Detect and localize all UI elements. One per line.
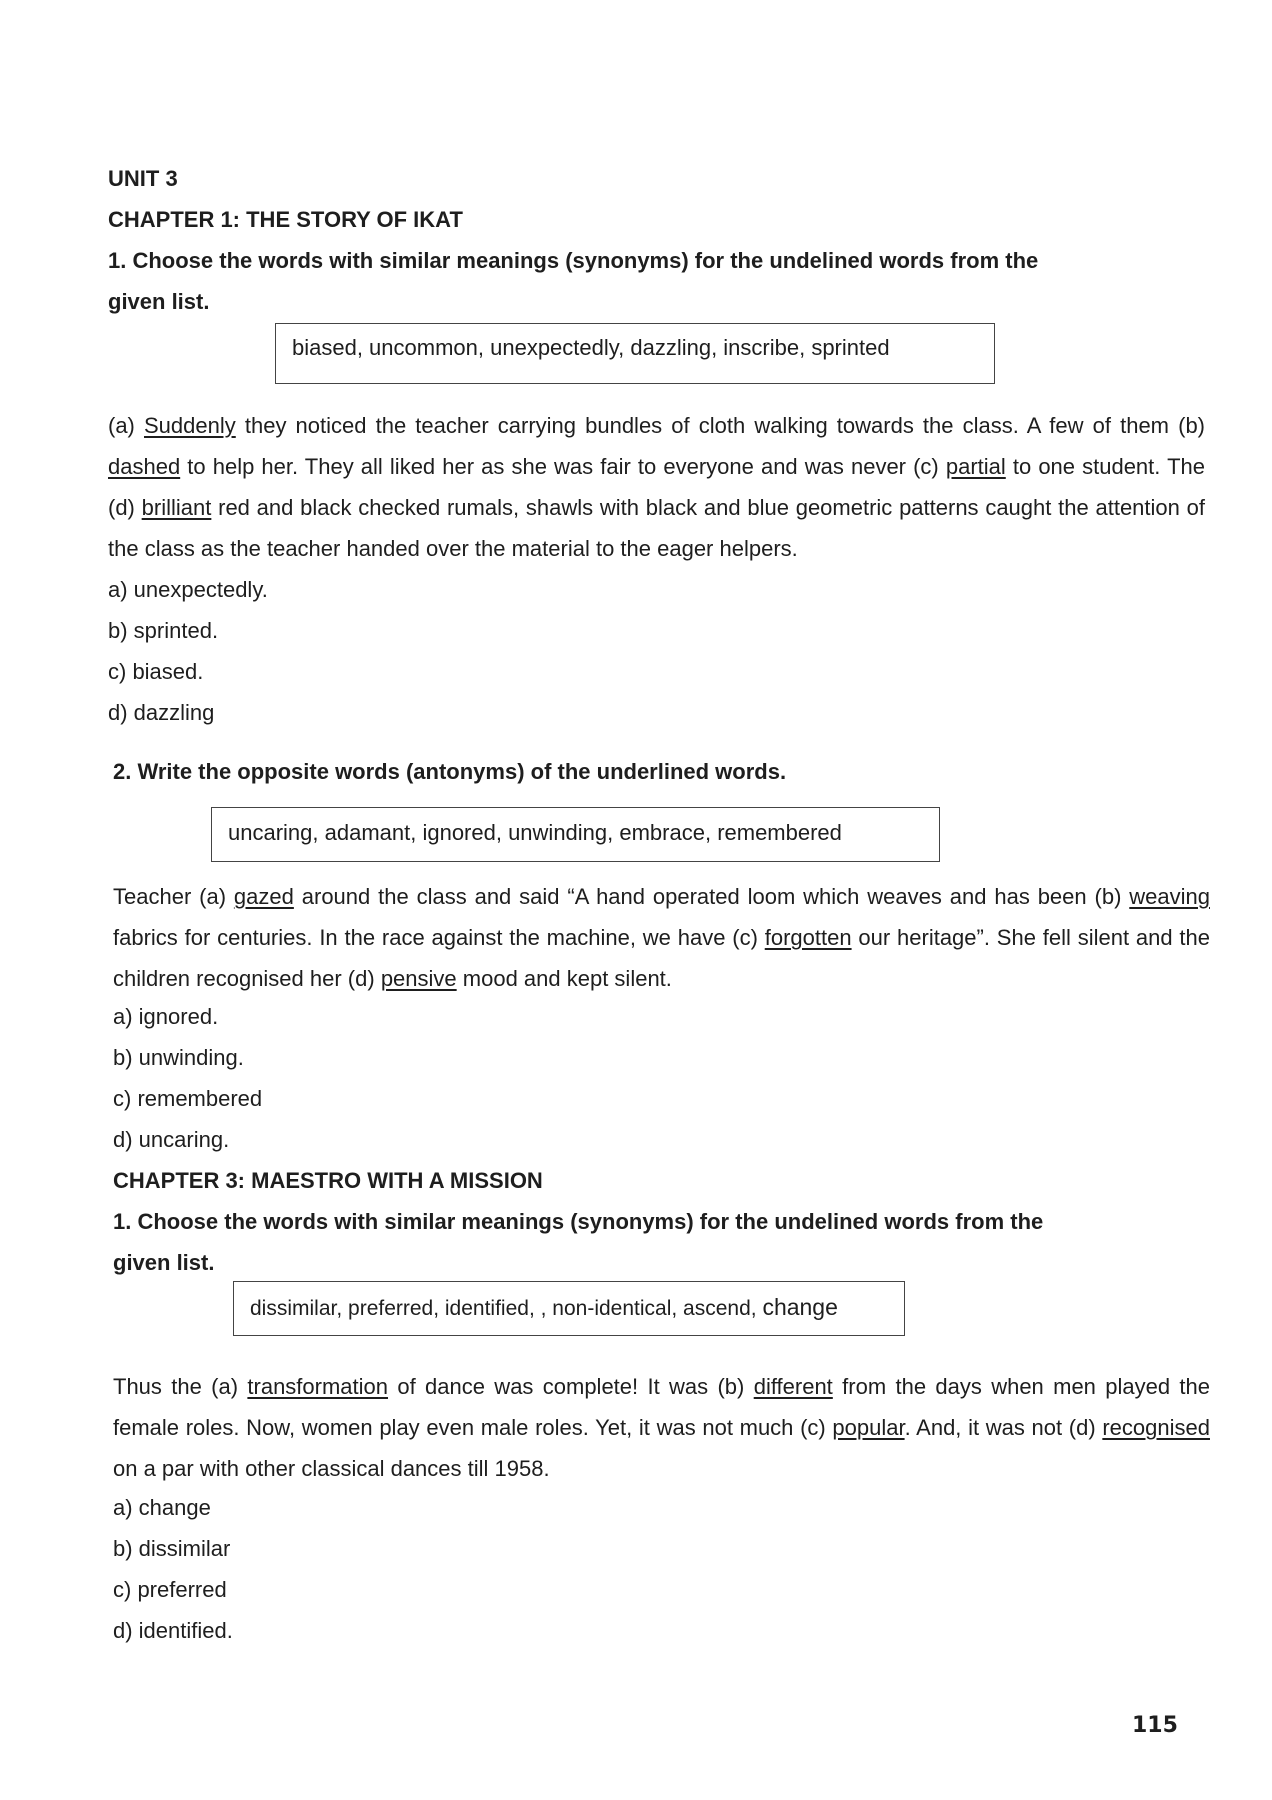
ch1-q2-passage [113, 876, 1210, 999]
chapter-3-title: CHAPTER 3: MAESTRO WITH A MISSION [113, 1168, 543, 1193]
ch3-q1-word-list: dissimilar, preferred, identified, , non-identical, ascend, [250, 1297, 763, 1320]
ch3-q1-answer-a: a) change [113, 1495, 211, 1520]
passage-text: our heritage”. She fell silent and the children recognised her (d) [113, 925, 1210, 991]
passage-text: fabrics for centuries. In the race against the machine, we have (c) [113, 925, 765, 950]
underlined-word: popular [832, 1415, 905, 1440]
ch3-q1-instruction-line1: 1. Choose the words with similar meanings (synonyms) for the undelined words from the [113, 1209, 1044, 1234]
passage-text: to help her. They all liked her as she was fair to everyone and was never (c) [180, 454, 946, 479]
ch3-q1-word-box [233, 1281, 905, 1336]
underlined-word: partial [945, 454, 1006, 479]
passage-text: Thus the (a) [113, 1374, 248, 1399]
passage-text: to one student. The (d) [108, 454, 1206, 520]
underlined-word: recognised [1102, 1415, 1210, 1440]
ch1-q2-answer-d: d) uncaring. [113, 1127, 230, 1152]
underlined-word: pensive [380, 966, 457, 991]
ch3-q1-answer-d: d) identified. [113, 1618, 233, 1643]
ch1-q2-instruction: 2. Write the opposite words (antonyms) of the underlined words. [113, 759, 787, 784]
ch3-q1-answer-c: c) preferred [113, 1577, 227, 1602]
passage-text: around the class and said “A hand operated loom which weaves and has been (b) [293, 884, 1130, 909]
ch3-q1-answer-b: b) dissimilar [113, 1536, 231, 1561]
ch1-q2-answer-b: b) unwinding. [113, 1045, 244, 1070]
ch1-q2-word-list: uncaring, adamant, ignored, unwinding, embrace, remembered [228, 820, 842, 845]
passage-text: they noticed the teacher carrying bundles of cloth walking towards the class. A few of them (b) [235, 413, 1206, 438]
underlined-word: different [753, 1374, 833, 1399]
underlined-word: dashed [108, 454, 181, 479]
ch1-q2-answer-c: c) remembered [113, 1086, 263, 1111]
ch3-q1-passage [113, 1366, 1210, 1489]
underlined-word: transformation [247, 1374, 389, 1399]
passage-text: of dance was complete! It was (b) [388, 1374, 754, 1399]
ch1-q1-word-box [275, 323, 995, 384]
ch1-q1-passage [108, 405, 1205, 569]
ch1-q2-word-box [211, 807, 940, 862]
page-number: 115 [1132, 1713, 1178, 1738]
underlined-word: Suddenly [144, 413, 236, 438]
ch1-q1-answer-b: b) sprinted. [108, 618, 219, 643]
ch1-q1-answer-c: c) biased. [108, 659, 204, 684]
ch3-q1-word-list-last: change [762, 1294, 838, 1320]
passage-text: from the days when men played the female roles. Now, women play even male roles. Yet, it was not much (c) [113, 1374, 1210, 1440]
unit-title: UNIT 3 [108, 166, 178, 191]
ch1-q1-word-list: biased, uncommon, unexpectedly, dazzling, inscribe, sprinted [292, 335, 890, 360]
passage-text: on a par with other classical dances till 1958. [113, 1456, 550, 1481]
passage-text: . And, it was not (d) [904, 1415, 1103, 1440]
ch1-q1-instruction-line2: given list. [108, 289, 210, 314]
ch3-q1-instruction-line2: given list. [113, 1250, 215, 1275]
passage-text: red and black checked rumals, shawls with black and blue geometric patterns caught the attention of the class as the teacher handed over the material to the eager helpers. [108, 495, 1205, 561]
passage-text: Teacher (a) [113, 884, 234, 909]
passage-text: mood and kept silent. [456, 966, 672, 991]
underlined-word: forgotten [764, 925, 852, 950]
ch1-q2-answer-a: a) ignored. [113, 1004, 219, 1029]
chapter-1-title: CHAPTER 1: THE STORY OF IKAT [108, 207, 463, 232]
underlined-word: weaving [1129, 884, 1210, 909]
ch1-q1-answer-d: d) dazzling [108, 700, 215, 725]
underlined-word: brilliant [141, 495, 212, 520]
passage-text: (a) [108, 413, 144, 438]
ch1-q1-instruction-line1: 1. Choose the words with similar meanings (synonyms) for the undelined words from the [108, 248, 1039, 273]
ch1-q1-answer-a: a) unexpectedly. [108, 577, 268, 602]
underlined-word: gazed [233, 884, 294, 909]
